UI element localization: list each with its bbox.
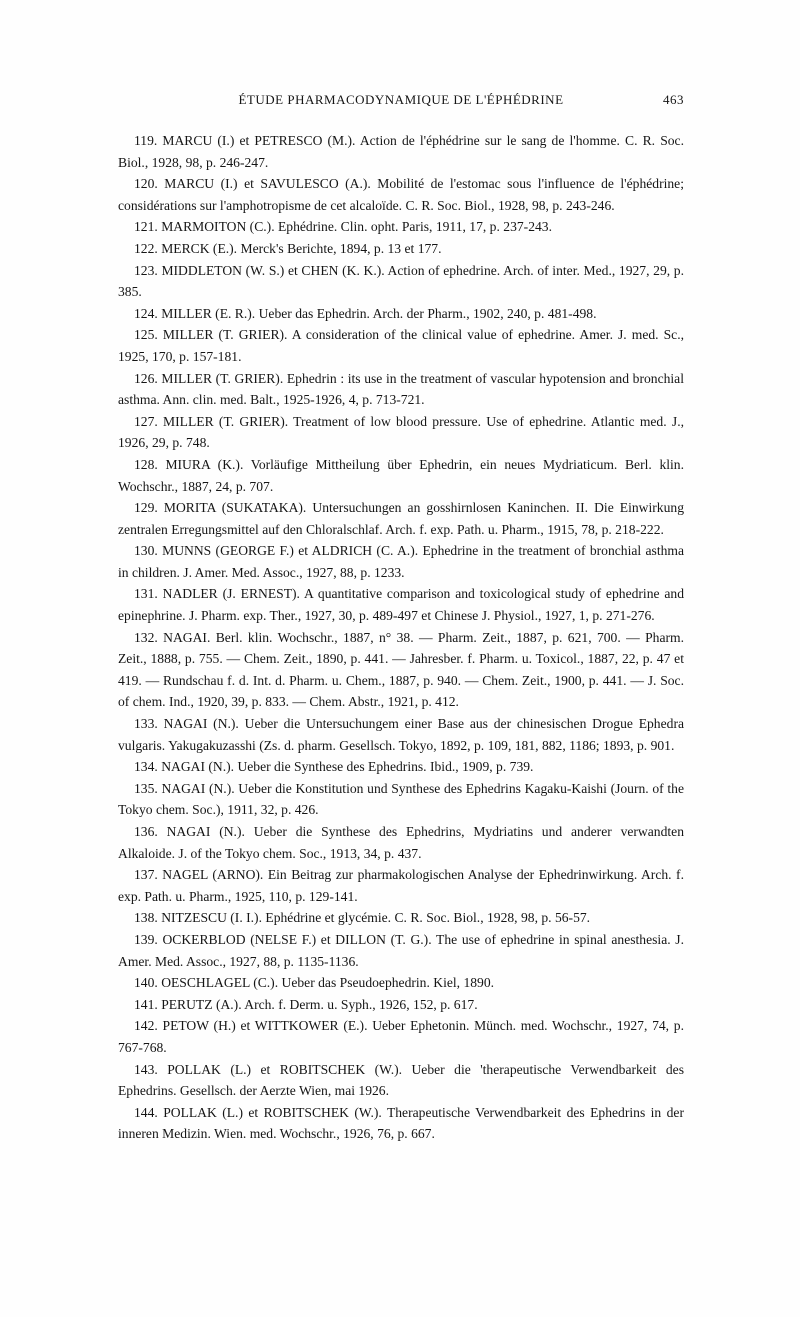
bibliography-entry: 125. MILLER (T. GRIER). A consideration of the clinical value of ephedrine. Amer. J. med. Sc., 1925, 170, p. 157-181. [118,327,684,364]
running-title: ÉTUDE PHARMACODYNAMIQUE DE L'ÉPHÉDRINE [238,92,564,107]
bibliography-entry: 131. NADLER (J. ERNEST). A quantitative comparison and toxicological study of ephedrine and epinephrine. J. Pharm. exp. Ther., 1927, 30, p. 489-497 et Chinese J. Physiol., 1927, 1, p. 271-276. [118,586,684,624]
bibliography-entry: 122. MERCK (E.). Merck's Berichte, 1894, p. 13 et 177. [134,240,442,256]
bibliography-entry: 134. NAGAI (N.). Ueber die Synthese des Ephedrins. Ibid., 1909, p. 739. [134,759,534,775]
bibliography-entry: 141. PERUTZ (A.). Arch. f. Derm. u. Syph., 1926, 152, p. 617. [134,996,478,1012]
bibliography-entry: 135. NAGAI (N.). Ueber die Konstitution und Synthese des Ephedrins Kagaku-Kaishi (Journ. of the Tokyo chem. Soc.), 1911, 32, p. 426. [118,780,684,818]
bibliography-entry: 140. OESCHLAGEL (C.). Ueber das Pseudoephedrin. Kiel, 1890. [134,975,495,991]
running-head [118,92,684,112]
bibliography-entry: 138. NITZESCU (I. I.). Ephédrine et glycémie. C. R. Soc. Biol., 1928, 98, p. 56-57. [134,910,591,926]
bibliography-entry: 129. MORITA (SUKATAKA). Untersuchungen an gosshirnlosen Kaninchen. II. Die Einwirkung zentralen Erregungsmittel auf den Chloralschlaf. Arch. f. exp. Path. u. Pharm., 1915, 78, p. 218-222. [118,500,684,537]
bibliography-entry: 137. NAGEL (ARNO). Ein Beitrag zur pharmakologischen Analyse der Ephedrinwirkung. Arch. f. exp. Path. u. Pharm., 1925, 110, p. 129-141. [118,867,684,904]
bibliography-entry: 139. OCKERBLOD (NELSE F.) et DILLON (T. G.). The use of ephedrine in spinal anesthesia. J. Amer. Med. Assoc., 1927, 88, p. 1135-1136. [118,931,684,969]
page-number: 463 [663,92,684,107]
bibliography-entry: 121. MARMOITON (C.). Ephédrine. Clin. opht. Paris, 1911, 17, p. 237-243. [134,219,552,235]
bibliography-entry: 126. MILLER (T. GRIER). Ephedrin : its use in the treatment of vascular hypotension and bronchial asthma. Ann. clin. med. Balt., 1925-1926, 4, p. 713-721. [118,370,684,408]
bibliography-entry: 144. POLLAK (L.) et ROBITSCHEK (W.). Therapeutische Verwendbarkeit des Ephedrins in der inneren Medizin. Wien. med. Wochschr., 1926, 76, p. 667. [118,1104,684,1142]
bibliography-entry: 142. PETOW (H.) et WITTKOWER (E.). Ueber Ephetonin. Münch. med. Wochschr., 1927, 74, p. 767-768. [118,1018,684,1055]
bibliography-entry: 132. NAGAI. Berl. klin. Wochschr., 1887, n° 38. — Pharm. Zeit., 1887, p. 621, 700. — Pharm. Zeit., 1888, p. 755. — Chem. Zeit., 1890, p. 441. — Jahresber. f. Pharm. u. Toxicol., 1887, 22, p. 47 et 419. — Rundschau f. d. Int. d. Pharm. u. Chem., 1887, p. 940. — Chem. Zeit., 1900, p. 441. — J. Soc. of chem. Ind., 1920, 39, p. 833. — Chem. Abstr., 1921, p. 412. [118,629,684,710]
bibliography-list [118,130,684,1145]
bibliography-entry: 130. MUNNS (GEORGE F.) et ALDRICH (C. A.). Ephedrine in the treatment of bronchial asthma in children. J. Amer. Med. Assoc., 1927, 88, p. 1233. [118,543,684,580]
bibliography-entry: 127. MILLER (T. GRIER). Treatment of low blood pressure. Use of ephedrine. Atlantic med. J., 1926, 29, p. 748. [118,413,684,451]
bibliography-entry: 136. NAGAI (N.). Ueber die Synthese des Ephedrins, Mydriatins und anderer verwandten Alkaloide. J. of the Tokyo chem. Soc., 1913, 34, p. 437. [118,824,684,861]
bibliography-entry: 119. MARCU (I.) et PETRESCO (M.). Action de l'éphédrine sur le sang de l'homme. C. R. Soc. Biol., 1928, 98, p. 246-247. [118,133,684,170]
bibliography-entry: 133. NAGAI (N.). Ueber die Untersuchungem einer Base aus der chinesischen Drogue Ephedra vulgaris. Yakugakuzasshi (Zs. d. pharm. Gesellsch. Tokyo, 1892, p. 109, 181, 882, 1186; 1893, p. 901. [118,716,684,753]
bibliography-entry: 120. MARCU (I.) et SAVULESCO (A.). Mobilité de l'estomac sous l'influence de l'éphédrine; considérations sur l'amphotropisme de cet alcaloïde. C. R. Soc. Biol., 1928, 98, p. 243-246. [118,176,684,213]
bibliography-entry: 128. MIURA (K.). Vorläufige Mittheilung über Ephedrin, ein neues Mydriaticum. Berl. klin. Wochschr., 1887, 24, p. 707. [118,456,684,494]
bibliography-entry: 124. MILLER (E. R.). Ueber das Ephedrin. Arch. der Pharm., 1902, 240, p. 481-498. [134,305,597,321]
bibliography-entry: 123. MIDDLETON (W. S.) et CHEN (K. K.). Action of ephedrine. Arch. of inter. Med., 1927, 29, p. 385. [118,262,684,300]
bibliography-entry: 143. POLLAK (L.) et ROBITSCHEK (W.). Ueber die 'therapeutische Verwendbarkeit des Ephedrins. Gesellsch. der Aerzte Wien, mai 1926. [118,1061,684,1099]
